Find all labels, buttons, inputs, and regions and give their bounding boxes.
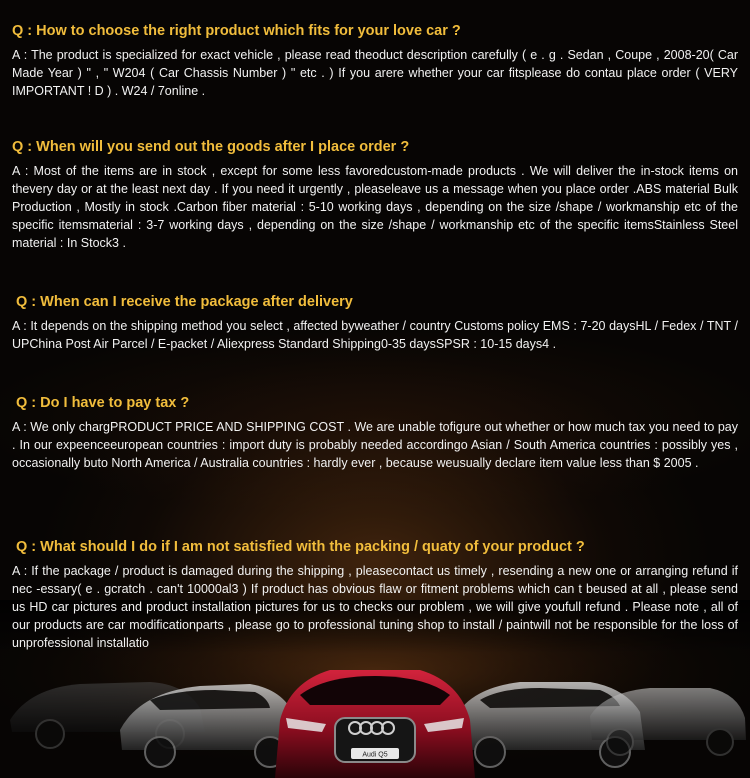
faq-question: Q : When can I receive the package after delivery xyxy=(16,294,353,310)
faq-question: Q : Do I have to pay tax ? xyxy=(16,395,190,411)
faq-question: Q : How to choose the right product which fits for your love car ? xyxy=(12,23,461,39)
faq-answer: A : Most of the items are in stock , except for some less favoredcustom-made products . We will deliver the in-stock items on thevery day or at the least next day . If you need it urgently , pleaseleave us a message when you place order .ABS material Bulk Production , Mostly in stock .Carbon fiber material : 5-10 working days , depending on the size /shape / workmanship etc of the specific itemsmaterial : 3-7 working days , depending on the size /shape / workmanship etc of the specific itemsStainless Steel material : In Stock3 . xyxy=(12,164,738,250)
faq-answer: A : It depends on the shipping method you select , affected byweather / country Customs policy EMS : 7-20 daysHL / Fedex / TNT / UPChina Post Air Parcel / E-packet / Aliexpress Standard Shipping0-35 daysSPSR : 10-15 days4 . xyxy=(12,319,738,351)
faq-question: Q : What should I do if I am not satisfied with the packing / quaty of your product ? xyxy=(16,539,585,555)
faq-item-shipping-time xyxy=(12,138,738,252)
faq-item-tax xyxy=(12,394,738,472)
faq-item-not-satisfied xyxy=(12,538,738,652)
faq-answer: A : The product is specialized for exact vehicle , please read theoduct description carefully ( e . g . Sedan , Coupe , 2008-20( Car Made Year ) " , " W204 ( Car Chassis Number ) " etc . ) If you arere whether your car fitsplease do contau place order ( VERY IMPORTANT ! D ) . W24 / 7online . xyxy=(12,48,738,98)
faq-answer: A : We only chargPRODUCT PRICE AND SHIPPING COST . We are unable tofigure out whether or how much tax you need to pay . In our expeenceeuropean countries : import duty is probably needed accordingo Asian / South America countries : possibly yes , occasionally buto North America / Australia countries : hardly ever , because weusually declare item value less than $ 2005 . xyxy=(12,420,738,470)
faq-question: Q : When will you send out the goods after I place order ? xyxy=(12,139,410,155)
faq-item-delivery-time xyxy=(12,293,738,353)
faq-item-choose-product xyxy=(12,22,738,100)
faq-answer: A : If the package / product is damaged during the shipping , pleasecontact us timely , resending a new one or arranging refund if nec -essary( e . gcratch . can't 10000al3 ) If product has obvious flaw or fitment problems which can t beused at all , please send us HD car pictures and product installation pictures for us to checks our problem , we will give youfull refund . Please note , all of our products are car modificationparts , please go to professional tuning shop to install / paintwill not be responsible for the loss of unprofessional installatio xyxy=(12,564,738,650)
